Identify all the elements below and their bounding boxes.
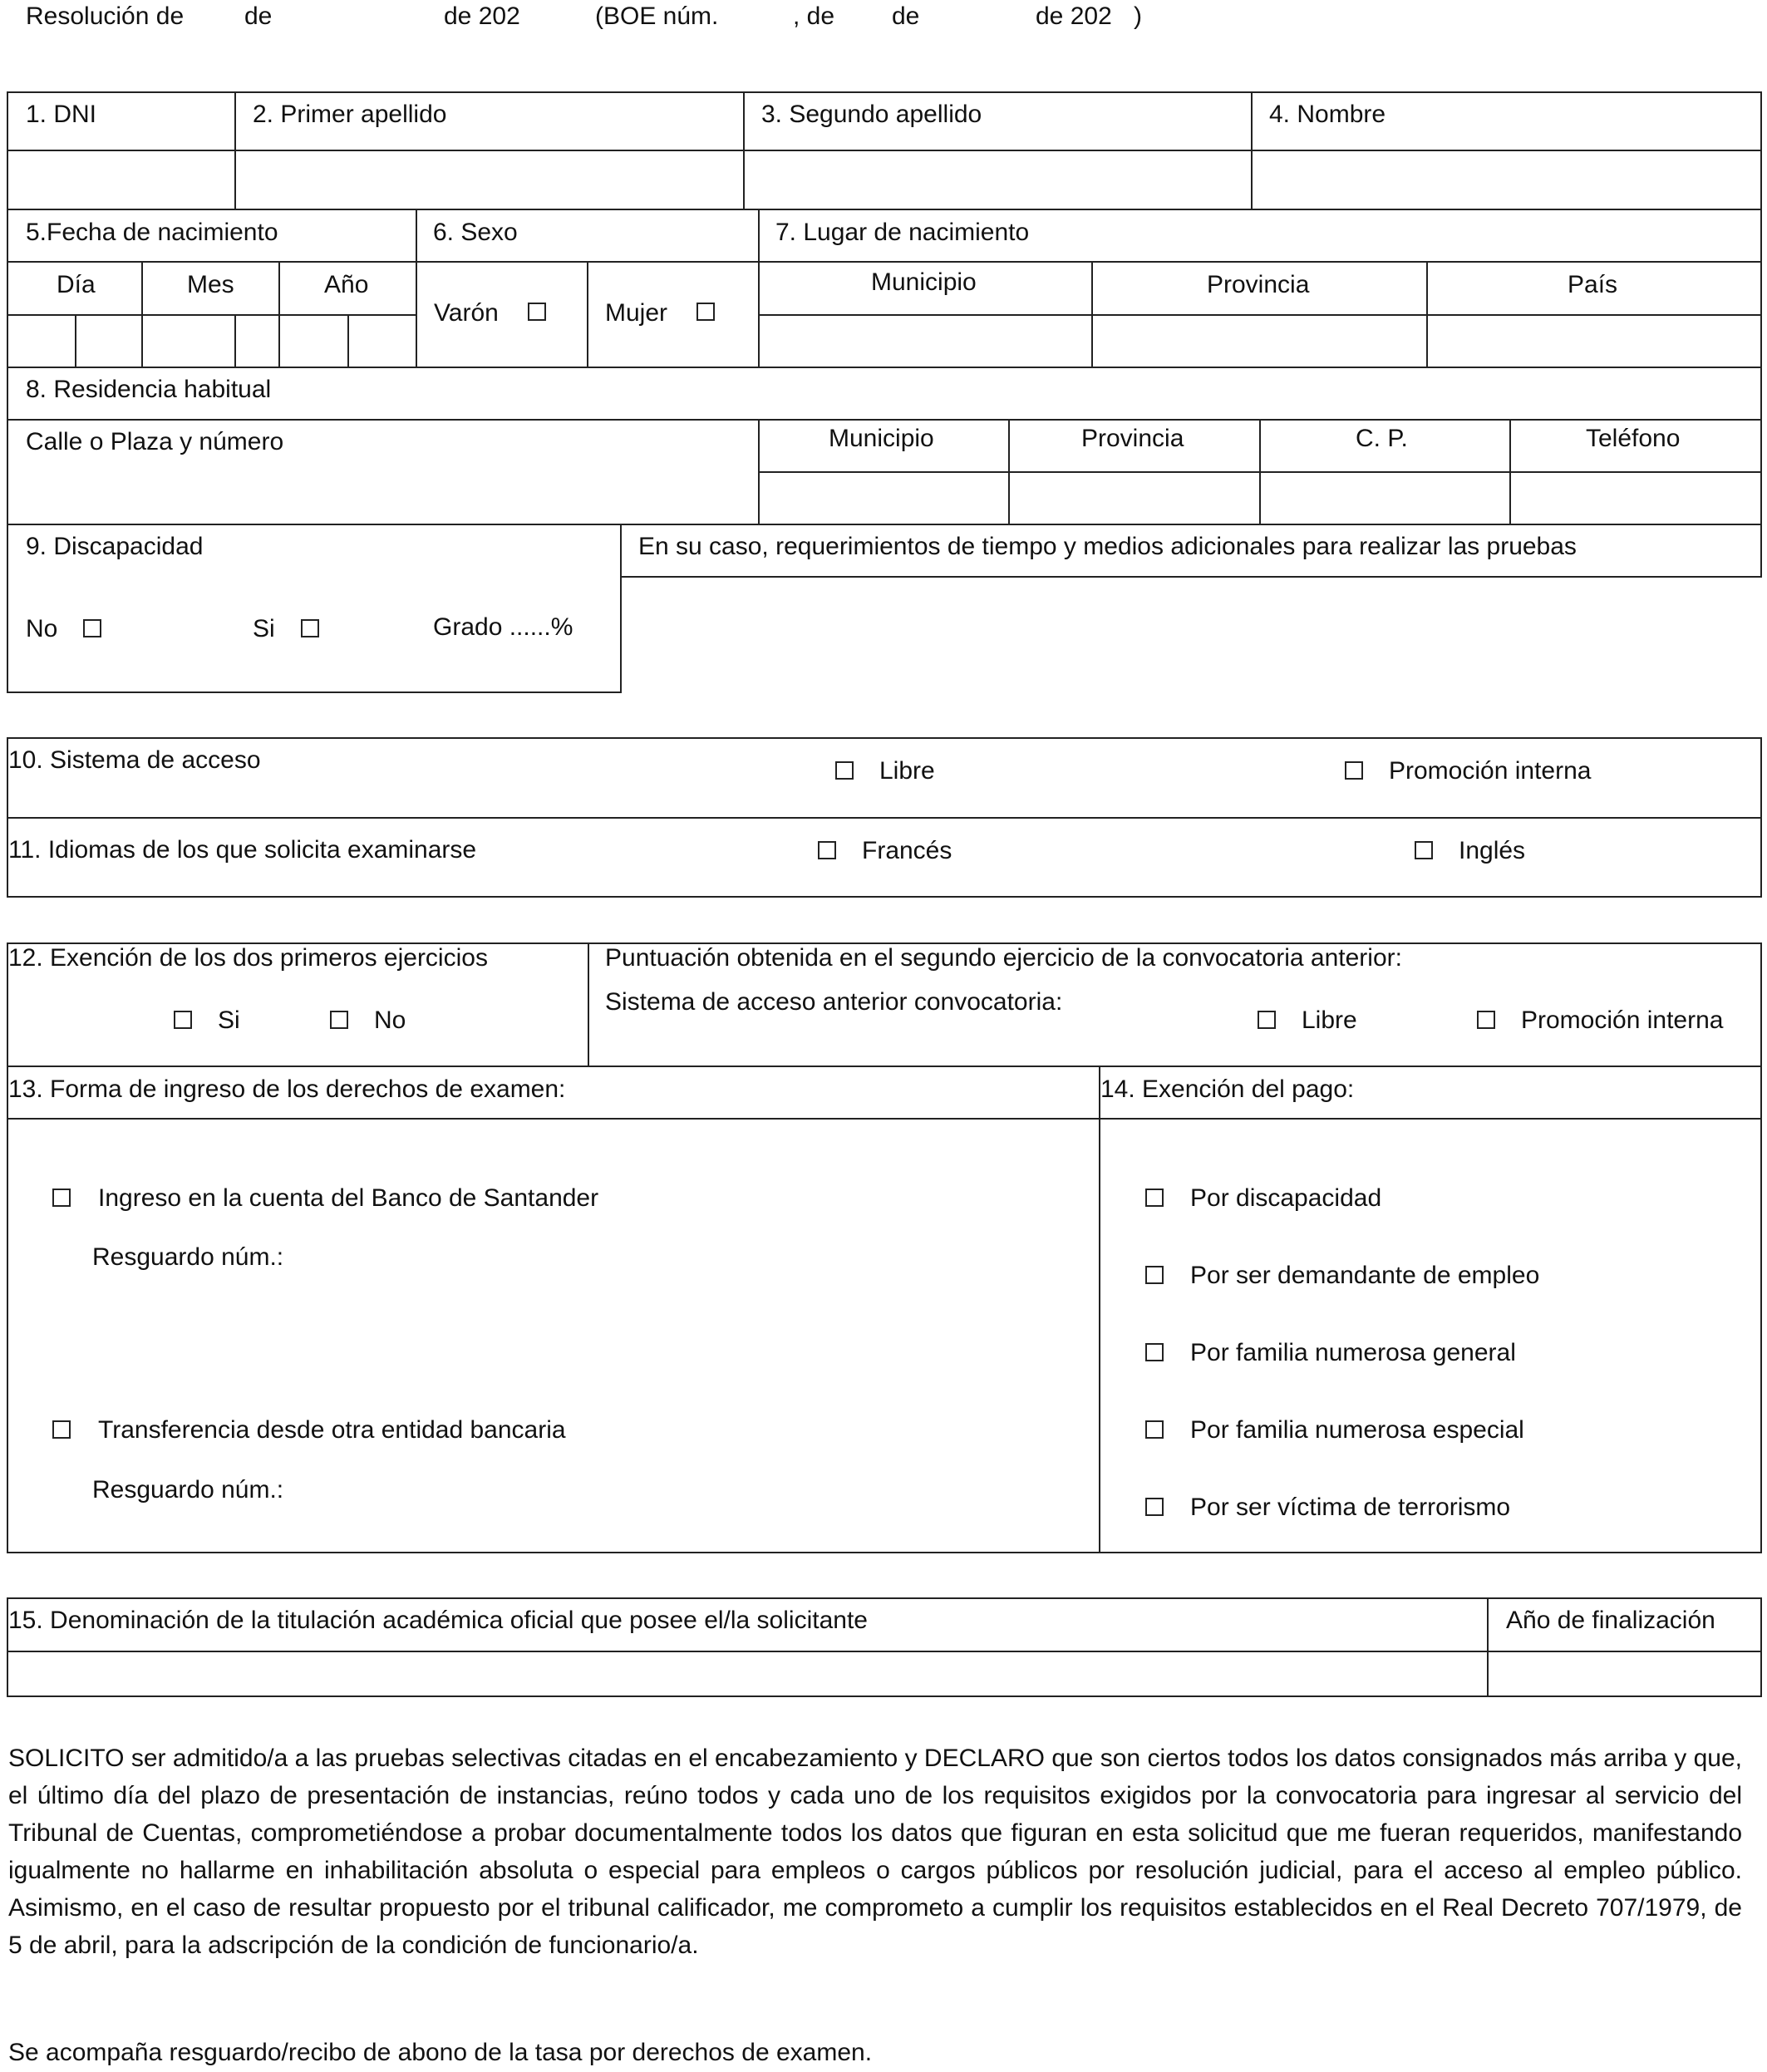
rule bbox=[588, 942, 589, 1067]
rule bbox=[7, 524, 1762, 525]
rule bbox=[7, 209, 1762, 210]
discapacidad-si-checkbox[interactable] bbox=[301, 619, 319, 637]
label-exencion-pago: 14. Exención del pago: bbox=[1100, 1075, 1355, 1103]
label-acceso-promocion: Promoción interna bbox=[1389, 757, 1592, 785]
frances-checkbox[interactable] bbox=[818, 841, 836, 859]
exencion-no-checkbox[interactable] bbox=[330, 1011, 348, 1029]
label-exencion-option: Por ser demandante de empleo bbox=[1190, 1262, 1540, 1289]
footer-note: Se acompaña resguardo/recibo de abono de la tasa por derechos de examen. bbox=[8, 2039, 873, 2066]
rule bbox=[1760, 1597, 1762, 1697]
label-primer-apellido: 2. Primer apellido bbox=[253, 101, 447, 128]
label-fecha-nacimiento: 5.Fecha de nacimiento bbox=[26, 219, 278, 246]
label-exencion-si: Si bbox=[218, 1006, 240, 1034]
anio-field-1[interactable] bbox=[280, 316, 347, 367]
mes-field-2[interactable] bbox=[236, 316, 278, 367]
label-residencia: 8. Residencia habitual bbox=[26, 376, 272, 403]
rule bbox=[7, 419, 1762, 421]
label-municipio-residencia: Municipio bbox=[829, 425, 934, 452]
label-provincia-residencia: Provincia bbox=[1081, 425, 1184, 452]
label-disc-si: Si bbox=[253, 615, 275, 642]
municipio-nacimiento-field[interactable] bbox=[760, 316, 1091, 367]
label-frances: Francés bbox=[862, 837, 952, 864]
label-transferencia: Transferencia desde otra entidad bancaria bbox=[98, 1416, 566, 1444]
label-resguardo-2: Resguardo núm.: bbox=[92, 1476, 284, 1504]
header-de-1: de bbox=[244, 2, 273, 30]
rule bbox=[1099, 1066, 1100, 1553]
label-idiomas: 11. Idiomas de los que solicita examinarse bbox=[8, 836, 477, 864]
provincia-nacimiento-field[interactable] bbox=[1093, 316, 1426, 367]
telefono-field[interactable] bbox=[1511, 473, 1760, 524]
exencion-terrorismo-checkbox[interactable] bbox=[1145, 1498, 1164, 1516]
label-acceso-libre: Libre bbox=[879, 757, 935, 785]
label-municipio-nacimiento: Municipio bbox=[871, 268, 977, 296]
exencion-numerosa-especial-checkbox[interactable] bbox=[1145, 1420, 1164, 1439]
label-exencion-option: Por discapacidad bbox=[1190, 1184, 1382, 1212]
nombre-field[interactable] bbox=[1253, 151, 1760, 209]
label-grado: Grado ......% bbox=[433, 613, 573, 641]
pais-nacimiento-field[interactable] bbox=[1428, 316, 1760, 367]
dia-field-2[interactable] bbox=[76, 316, 141, 367]
label-exencion-option: Por ser víctima de terrorismo bbox=[1190, 1494, 1511, 1521]
rule bbox=[416, 209, 417, 367]
label-dni: 1. DNI bbox=[26, 101, 97, 128]
transferencia-checkbox[interactable] bbox=[52, 1420, 71, 1439]
anterior-promocion-checkbox[interactable] bbox=[1477, 1011, 1495, 1029]
header-de-2: de bbox=[892, 2, 920, 30]
rule bbox=[7, 896, 1762, 898]
header-boe: (BOE núm. bbox=[595, 2, 719, 30]
requerimientos-field[interactable] bbox=[622, 578, 1760, 691]
label-forma-ingreso: 13. Forma de ingreso de los derechos de examen: bbox=[8, 1075, 566, 1103]
label-titulacion: 15. Denominación de la titulación académica oficial que posee el/la solicitante bbox=[8, 1607, 868, 1634]
discapacidad-no-checkbox[interactable] bbox=[83, 619, 101, 637]
label-exencion-ejercicios: 12. Exención de los dos primeros ejercicios bbox=[8, 944, 488, 972]
header-resolucion: Resolución de bbox=[26, 2, 185, 30]
label-provincia-nacimiento: Provincia bbox=[1207, 271, 1310, 298]
rule bbox=[1760, 91, 1762, 577]
label-anio: Año bbox=[324, 271, 369, 298]
header-de-202-2: de 202 bbox=[1036, 2, 1112, 30]
label-cp: C. P. bbox=[1356, 425, 1408, 452]
label-pais-nacimiento: País bbox=[1568, 271, 1618, 298]
rule bbox=[587, 261, 588, 367]
label-varon: Varón bbox=[434, 299, 499, 327]
label-anterior-libre: Libre bbox=[1302, 1006, 1357, 1034]
cp-field[interactable] bbox=[1261, 473, 1509, 524]
label-anterior-promocion: Promoción interna bbox=[1521, 1006, 1724, 1034]
label-sistema-acceso: 10. Sistema de acceso bbox=[8, 746, 261, 774]
label-sistema-anterior: Sistema de acceso anterior convocatoria: bbox=[605, 988, 1063, 1016]
label-anio-finalizacion: Año de finalización bbox=[1506, 1607, 1715, 1634]
rule bbox=[7, 1695, 1762, 1697]
anio-field-2[interactable] bbox=[349, 316, 416, 367]
ingreso-santander-checkbox[interactable] bbox=[52, 1189, 71, 1207]
exencion-demandante-checkbox[interactable] bbox=[1145, 1266, 1164, 1284]
label-mes: Mes bbox=[187, 271, 234, 298]
dni-field[interactable] bbox=[8, 151, 234, 209]
rule bbox=[7, 261, 1762, 263]
anio-finalizacion-field[interactable] bbox=[1489, 1652, 1760, 1695]
acceso-promocion-checkbox[interactable] bbox=[1345, 761, 1363, 780]
label-discapacidad: 9. Discapacidad bbox=[26, 533, 204, 560]
dia-field-1[interactable] bbox=[8, 316, 75, 367]
exencion-si-checkbox[interactable] bbox=[174, 1011, 192, 1029]
header-de-202-1: de 202 bbox=[444, 2, 520, 30]
rule bbox=[7, 1597, 1762, 1599]
label-lugar-nacimiento: 7. Lugar de nacimiento bbox=[775, 219, 1030, 246]
acceso-libre-checkbox[interactable] bbox=[835, 761, 854, 780]
label-resguardo-1: Resguardo núm.: bbox=[92, 1243, 284, 1271]
rule bbox=[1760, 737, 1762, 898]
label-exencion-option: Por familia numerosa especial bbox=[1190, 1416, 1524, 1444]
label-nombre: 4. Nombre bbox=[1269, 101, 1386, 128]
label-dia: Día bbox=[57, 271, 96, 298]
label-telefono: Teléfono bbox=[1586, 425, 1681, 452]
label-segundo-apellido: 3. Segundo apellido bbox=[761, 101, 982, 128]
rule bbox=[7, 817, 1762, 819]
rule bbox=[1760, 942, 1762, 1553]
segundo-apellido-field[interactable] bbox=[745, 151, 1251, 209]
header-coma-de: , de bbox=[793, 2, 835, 30]
rule bbox=[7, 91, 1762, 93]
label-exencion-option: Por familia numerosa general bbox=[1190, 1339, 1516, 1366]
rule bbox=[7, 367, 1762, 368]
rule bbox=[7, 1552, 1762, 1553]
varon-checkbox[interactable] bbox=[528, 303, 546, 321]
label-requerimientos: En su caso, requerimientos de tiempo y medios adicionales para realizar las pruebas bbox=[638, 533, 1577, 560]
label-mujer: Mujer bbox=[605, 299, 668, 327]
mes-field-1[interactable] bbox=[143, 316, 234, 367]
rule bbox=[7, 942, 8, 1553]
primer-apellido-field[interactable] bbox=[236, 151, 743, 209]
provincia-residencia-field[interactable] bbox=[1010, 473, 1259, 524]
label-sexo: 6. Sexo bbox=[433, 219, 518, 246]
rule bbox=[7, 1118, 1762, 1120]
label-exencion-no: No bbox=[374, 1006, 406, 1034]
label-ingreso-santander: Ingreso en la cuenta del Banco de Santander bbox=[98, 1184, 599, 1212]
titulacion-field[interactable] bbox=[8, 1652, 1487, 1695]
label-calle: Calle o Plaza y número bbox=[26, 428, 284, 455]
label-disc-no: No bbox=[26, 615, 58, 642]
rule bbox=[7, 691, 622, 693]
label-ingles: Inglés bbox=[1459, 837, 1526, 864]
rule bbox=[7, 1066, 1762, 1067]
municipio-residencia-field[interactable] bbox=[760, 473, 1008, 524]
ingles-checkbox[interactable] bbox=[1415, 841, 1433, 859]
anterior-libre-checkbox[interactable] bbox=[1258, 1011, 1276, 1029]
calle-field[interactable] bbox=[8, 473, 758, 524]
mujer-checkbox[interactable] bbox=[696, 303, 715, 321]
header-close-paren: ) bbox=[1134, 2, 1142, 30]
label-puntuacion: Puntuación obtenida en el segundo ejercicio de la convocatoria anterior: bbox=[605, 944, 1402, 972]
rule bbox=[7, 737, 1762, 739]
exencion-numerosa-general-checkbox[interactable] bbox=[1145, 1343, 1164, 1361]
declaration-text: SOLICITO ser admitido/a a las pruebas selectivas citadas en el encabezamiento y DECLARO que son ciertos todos los datos consignados más arriba y que, el último día del plazo de presentación de instancias, reúno todos y cada uno de los requisitos exigidos por la convocatoria para ingresar al servicio del Tribunal de Cuentas, comprometiéndose a probar documentalmente todos los datos que figuran en esta solicitud que me fueran requeridos, manifestando igualmente no hallarme en inhabilitación absoluta o especial para empleos o cargos públicos por resolución judicial, para el acceso al empleo público. Asimismo, en el caso de resultar propuesto por el tribunal calificador, me comprometo a cumplir los requisitos establecidos en el Real Decreto 707/1979, de 5 de abril, para la adscripción de la condición de funcionario/a. bbox=[8, 1745, 1742, 1959]
exencion-discapacidad-checkbox[interactable] bbox=[1145, 1189, 1164, 1207]
